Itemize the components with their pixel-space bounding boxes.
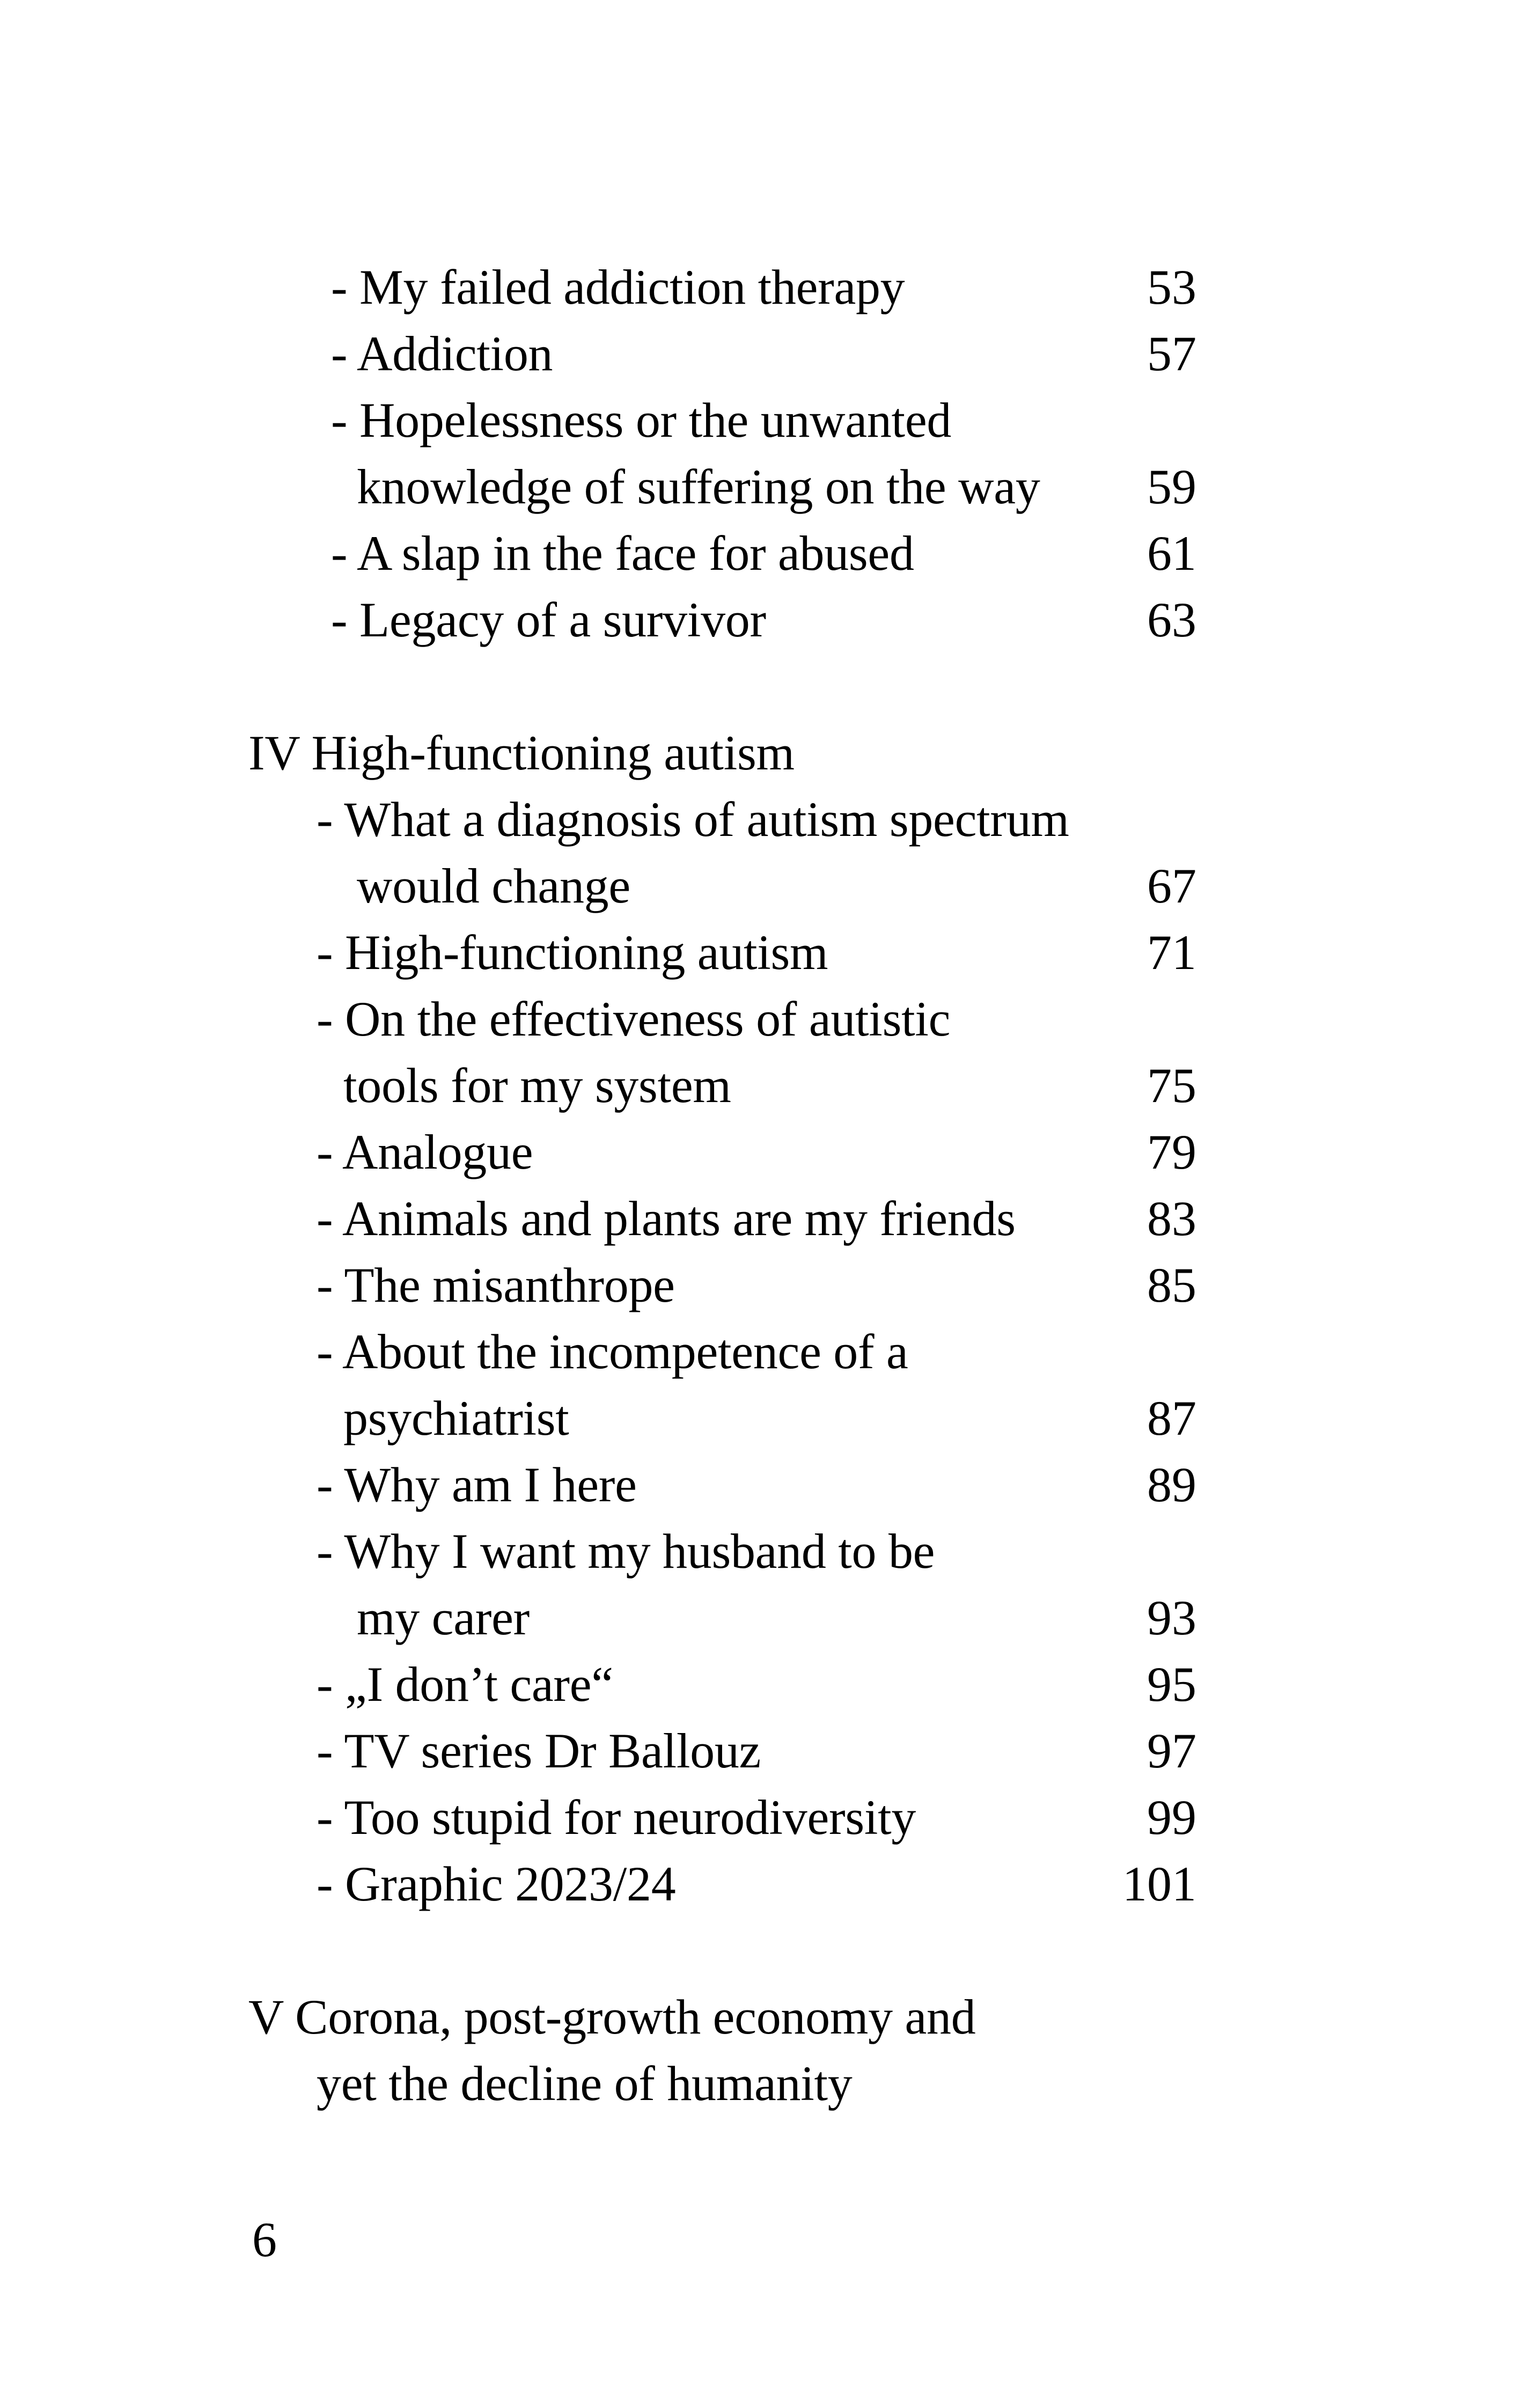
toc-entry-title-continued: would change: [357, 858, 630, 913]
toc-entry-title: - On the effectiveness of autistic: [317, 992, 951, 1046]
toc-entry-page: 87: [1147, 1391, 1196, 1445]
toc-entry-title: - About the incompetence of a: [317, 1324, 908, 1379]
toc-entry-page: 95: [1147, 1657, 1196, 1712]
toc-entry-page: 97: [1147, 1723, 1196, 1778]
toc-entry-page: 59: [1147, 459, 1196, 514]
toc-entry-page: 93: [1147, 1590, 1196, 1645]
toc-entry-page: 101: [1122, 1856, 1196, 1911]
toc-entry-title: - Animals and plants are my friends: [317, 1191, 1016, 1246]
toc-entry-page: 75: [1147, 1058, 1196, 1113]
toc-entry-title: - The misanthrope: [317, 1258, 675, 1312]
toc-entry-title: - Graphic 2023/24: [317, 1856, 676, 1911]
toc-entry-title: - High-functioning autism: [317, 925, 828, 980]
toc-entry-title: - Hopelessness or the unwanted: [331, 393, 952, 447]
toc-entry-page: 67: [1147, 858, 1196, 913]
toc-entry-title: - Why am I here: [317, 1457, 637, 1512]
toc-entry-title: - TV series Dr Ballouz: [317, 1723, 761, 1778]
toc-entry-title: - Addiction: [331, 326, 553, 381]
toc-entry-title: - „I don’t care“: [317, 1657, 613, 1712]
toc-entry-title: - My failed addiction therapy: [331, 260, 905, 314]
toc-entry-page: 79: [1147, 1125, 1196, 1179]
toc-entry-title: - Analogue: [317, 1125, 533, 1179]
toc-entry-page: 99: [1147, 1790, 1196, 1845]
toc-entry-page: 83: [1147, 1191, 1196, 1246]
toc-entry-title: - Why I want my husband to be: [317, 1524, 935, 1579]
toc-entry-page: 63: [1147, 592, 1196, 647]
toc-entry-page: 85: [1147, 1258, 1196, 1312]
toc-entry-title-continued: my carer: [357, 1590, 530, 1645]
toc-entry-page: 53: [1147, 260, 1196, 314]
toc-section-heading: V Corona, post-growth economy and: [248, 1989, 976, 2044]
toc-entry-page: 57: [1147, 326, 1196, 381]
toc-entry-title-continued: knowledge of suffering on the way: [357, 459, 1040, 514]
toc-entry-title: - Legacy of a survivor: [331, 592, 766, 647]
toc-entry-title: - What a diagnosis of autism spectrum: [317, 792, 1069, 847]
toc-section-heading-continued: yet the decline of humanity: [317, 2056, 853, 2111]
toc-entry-title-continued: tools for my system: [343, 1058, 731, 1113]
toc-section-heading: IV High-functioning autism: [248, 725, 795, 780]
toc-entry-page: 71: [1147, 925, 1196, 980]
toc-entry-title: - A slap in the face for abused: [331, 526, 914, 581]
toc-entry-page: 61: [1147, 526, 1196, 581]
toc-entry-title: - Too stupid for neurodiversity: [317, 1790, 916, 1845]
toc-entry-page: 89: [1147, 1457, 1196, 1512]
page-number: 6: [252, 2212, 277, 2267]
toc-entry-title-continued: psychiatrist: [343, 1391, 569, 1445]
